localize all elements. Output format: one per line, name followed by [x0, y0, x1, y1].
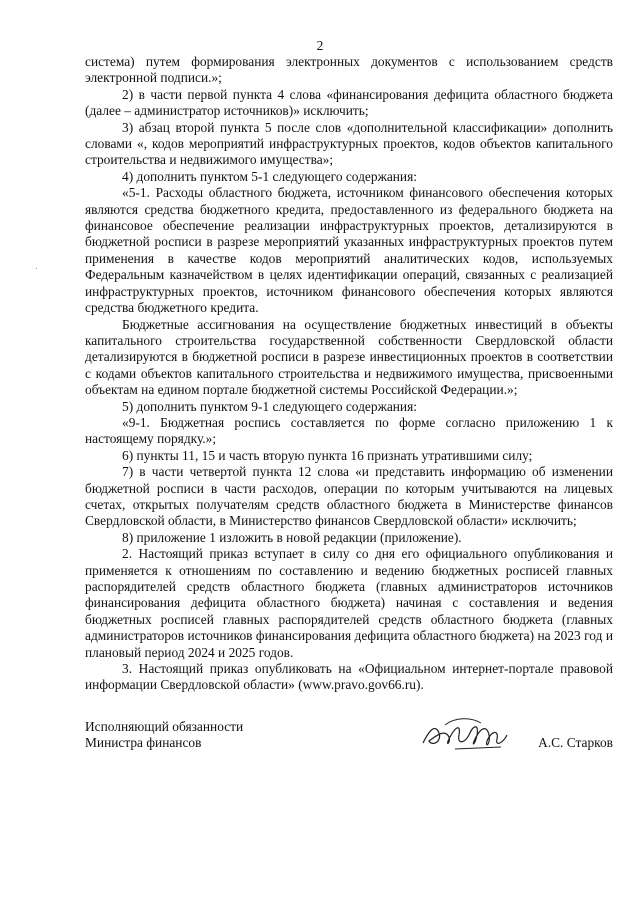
- document-body: [85, 54, 613, 694]
- paragraph: 5) дополнить пунктом 9-1 следующего содержания:: [122, 398, 417, 414]
- paragraph: 4) дополнить пунктом 5-1 следующего содержания:: [122, 168, 417, 184]
- paragraph: система) путем формирования электронных документов с использованием средств электронной подписи.»;: [85, 54, 613, 86]
- handwritten-signature: [415, 713, 525, 757]
- paragraph: 7) в части четвертой пункта 12 слова «и представить информацию об изменении бюджетной росписи в части расходов, операции по которым учитываются на лицевых счетах, открытых получателям средств областного бюджета в Министерстве финансов Свердловской области, в Министерство финансов Свердловской области» исключить;: [85, 464, 613, 529]
- paragraph: 2) в части первой пункта 4 слова «финансирования дефицита областного бюджета (далее – администратор источников)» исключить;: [85, 86, 613, 119]
- paragraph: «5-1. Расходы областного бюджета, источником финансового обеспечения которых являются средства бюджетного кредита, предоставленного из федерального бюджета на финансовое обеспечение реализации инфраструктурных проектов, детализируются в бюджетной росписи в разрезе мероприятий указанных инфраструктурных проектов путем применения в качестве кодов мероприятий аналитических кодов, используемых Федеральным казначейством в целях идентификации операций, связанных с реализацией инфраструктурных проектов, источником финансового обеспечения которых являются средства бюджетного кредита.: [85, 185, 613, 316]
- paragraph: 3. Настоящий приказ опубликовать на «Официальном интернет-портале правовой информации Свердловской области» (www.pravo.gov66.ru).: [85, 661, 613, 693]
- paragraph: 3) абзац второй пункта 5 после слов «дополнительной классификации» дополнить словами «, кодов мероприятий инфраструктурных проектов, кодов объектов капитального строительства и недвижимого имущества»;: [85, 119, 613, 168]
- signatory-position-line-2: Министра финансов: [85, 735, 202, 751]
- signatory-position-line-1: Исполняющий обязанности: [85, 719, 244, 734]
- paragraph: «9-1. Бюджетная роспись составляется по форме согласно приложению 1 к настоящему порядку.»;: [85, 414, 613, 447]
- signatory-position: [85, 719, 243, 752]
- margin-mark: [36, 268, 37, 269]
- page-number: 2: [316, 38, 324, 53]
- paragraph: 6) пункты 11, 15 и часть вторую пункта 16 признать утратившими силу;: [122, 447, 533, 463]
- paragraph: 2. Настоящий приказ вступает в силу со дня его официального опубликования и применяется к отношениям по составлению и ведению бюджетных росписей главных распорядителей средств областного бюджета (главных администраторов источников финансирования дефицита областного бюджета) начиная с составления и ведения бюджетных росписей главных распорядителей средств областного бюджета (главных администраторов источников финансирования дефицита областного бюджета) на 2023 год и плановый период 2024 и 2025 годов.: [85, 546, 613, 660]
- signature-block: [85, 719, 613, 769]
- paragraph: Бюджетные ассигнования на осуществление бюджетных инвестиций в объекты капитального строительства государственной собственности Свердловской области детализируются в бюджетной росписи в разрезе инвестиционных проектов в соответствии с кодами объектов капитального строительства и недвижимого имущества, присвоенными объектам на едином портале бюджетной системы Российской Федерации.»;: [85, 316, 613, 398]
- signatory-name: А.С. Старков: [538, 735, 613, 750]
- paragraph: 8) приложение 1 изложить в новой редакции (приложение).: [122, 529, 462, 545]
